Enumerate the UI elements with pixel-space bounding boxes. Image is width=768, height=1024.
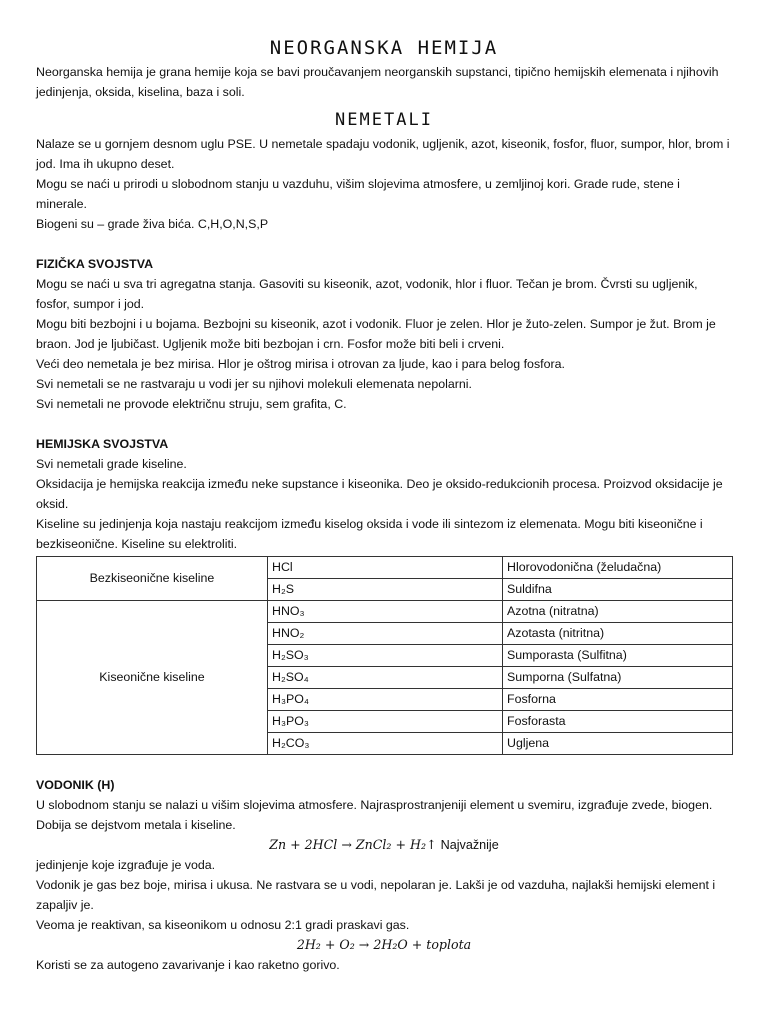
acid-name-cell: Hlorovodonična (želudačna) (503, 557, 733, 579)
vodonik-paragraph: jedinjenje koje izgrađuje je voda. (36, 858, 216, 872)
formula-cell: H₂SO₃ (268, 645, 503, 667)
formula-cell: H₂S (268, 579, 503, 601)
heading-hemijska-svojstva: HEMIJSKA SVOJSTVA (36, 437, 169, 451)
formula-cell: H₃PO₄ (268, 689, 503, 711)
group-cell-bezkiseonicne: Bezkiseonične kiseline (37, 557, 268, 601)
formula-cell: H₂SO₄ (268, 667, 503, 689)
vodonik-paragraph: U slobodnom stanju se nalazi u višim slojevima atmosfere. Najrasprostranjeniji element u svemiru, izgrađuje zvede, biogen. (36, 798, 713, 812)
hemijska-paragraph: Svi nemetali grade kiseline. (36, 457, 187, 471)
section-title-nemetali: NEMETALI (335, 110, 433, 130)
acid-name-cell: Suldifna (503, 579, 733, 601)
acid-name-cell: Sumporasta (Sulfitna) (503, 645, 733, 667)
formula-cell: HCl (268, 557, 503, 579)
vodonik-paragraph: Dobija se dejstvom metala i kiseline. (36, 818, 236, 832)
acid-name-cell: Azotasta (nitritna) (503, 623, 733, 645)
heading-fizicka-svojstva: FIZIČKA SVOJSTVA (36, 257, 154, 271)
group-cell-kiseonicne: Kiseonične kiseline (37, 601, 268, 755)
acid-name-cell: Ugljena (503, 733, 733, 755)
heading-vodonik: VODONIK (H) (36, 778, 115, 792)
intro-paragraph: Neorganska hemija je grana hemije koja se bavi proučavanjem neorganskih supstanci, tipično hemijskih elemenata i njihovih jedinjenja, oksida, kiselina, baza i soli. (36, 65, 719, 99)
fizicka-paragraph: Veći deo nemetala je bez mirisa. Hlor je oštrog mirisa i otrovan za ljude, kao i para belog fosfora. (36, 357, 565, 371)
formula-cell: H₃PO₃ (268, 711, 503, 733)
equation-water-formation: 2H₂ + O₂ → 2H₂O + toplota (296, 937, 472, 952)
vodonik-paragraph: Vodonik je gas bez boje, mirisa i ukusa. Ne rastvara se u vodi, nepolaran je. Lakši je od vazduha, najlakši hemijski element i zapaljiv je. (36, 878, 716, 912)
table-row (37, 601, 733, 623)
fizicka-paragraph: Mogu biti bezbojni i u bojama. Bezbojni su kiseonik, azot i vodonik. Fluor je zelen. Hlor je žuto-zelen. Sumpor je žut. Brom je braon. Jod je ljubičast. Ugljenik može biti bezbojan i crn. Fosfor može biti beli i crveni. (36, 317, 716, 351)
equation-text: Zn + 2HCl → ZnCl₂ + H₂↑ (269, 837, 437, 852)
acid-name-cell: Sumporna (Sulfatna) (503, 667, 733, 689)
spacer (36, 234, 732, 254)
acid-name-cell: Azotna (nitratna) (503, 601, 733, 623)
acids-table (36, 556, 733, 755)
document-title: NEORGANSKA HEMIJA (269, 37, 499, 59)
formula-cell: HNO₂ (268, 623, 503, 645)
hemijska-paragraph: Oksidacija je hemijska reakcija između neke supstance i kiseonika. Deo je oksido-redukcionih procesa. Proizvod oksidacije je oksid. (36, 477, 723, 511)
nemetali-paragraph: Nalaze se u gornjem desnom uglu PSE. U nemetale spadaju vodonik, ugljenik, azot, kiseonik, fosfor, fluor, sumpor, hlor, brom i jod. Ima ih ukupno deset. (36, 137, 730, 171)
acid-name-cell: Fosforasta (503, 711, 733, 733)
fizicka-paragraph: Svi nemetali se ne rastvaraju u vodi jer su njihovi molekuli elemenata nepolarni. (36, 377, 472, 391)
nemetali-paragraph: Biogeni su – grade živa bića. C,H,O,N,S,P (36, 217, 269, 231)
spacer (36, 414, 732, 434)
vodonik-paragraph: Veoma je reaktivan, sa kiseonikom u odnosu 2:1 gradi praskavi gas. (36, 918, 410, 932)
table-row (37, 557, 733, 579)
acid-name-cell: Fosforna (503, 689, 733, 711)
formula-cell: H₂CO₃ (268, 733, 503, 755)
hemijska-paragraph: Kiseline su jedinjenja koja nastaju reakcijom između kiselog oksida i vode ili sintezom iz elemenata. Mogu biti kiseonične i bezkiseonične. Kiseline su elektroliti. (36, 517, 703, 551)
fizicka-paragraph: Svi nemetali ne provode električnu struju, sem grafita, C. (36, 397, 347, 411)
equation-trailing-text: Najvažnije (440, 838, 499, 852)
nemetali-paragraph: Mogu se naći u prirodi u slobodnom stanju u vazduhu, višim slojevima atmosfere, u zemljinoj kori. Grade rude, stene i minerale. (36, 177, 680, 211)
equation-zinc-hcl (36, 835, 732, 855)
formula-cell: HNO₃ (268, 601, 503, 623)
spacer (36, 755, 732, 775)
vodonik-paragraph: Koristi se za autogeno zavarivanje i kao raketno gorivo. (36, 958, 340, 972)
fizicka-paragraph: Mogu se naći u sva tri agregatna stanja. Gasoviti su kiseonik, azot, vodonik, hlor i fluor. Tečan je brom. Čvrsti su ugljenik, fosfor, sumpor i jod. (36, 277, 698, 311)
